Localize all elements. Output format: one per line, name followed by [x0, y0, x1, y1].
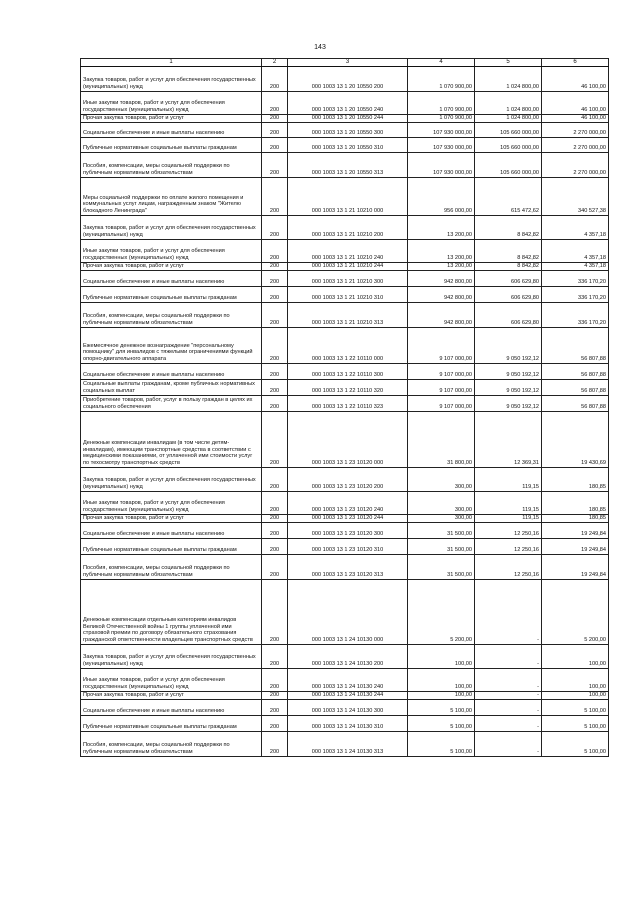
table-row	[81, 302, 609, 327]
row-unexecuted-amount-cell: 4 357,18	[542, 262, 609, 270]
row-code-cell: 200	[262, 177, 288, 215]
row-unexecuted-amount-cell: 5 100,00	[542, 699, 609, 715]
row-executed-amount-cell: 8 842,82	[475, 215, 542, 239]
row-unexecuted-amount-cell: 56 807,88	[542, 363, 609, 379]
row-budget-code-cell: 000 1003 13 1 23 10120 244	[288, 514, 408, 522]
row-code-cell: 200	[262, 239, 288, 262]
row-unexecuted-amount-cell: 336 170,20	[542, 270, 609, 286]
row-budget-code-cell: 000 1003 13 1 22 10110 323	[288, 395, 408, 411]
row-code-cell: 200	[262, 522, 288, 538]
row-unexecuted-amount-cell: 19 430,69	[542, 411, 609, 467]
row-name-cell: Пособия, компенсации, меры социальной поддержки по публичным нормативным обязательствам	[81, 554, 262, 579]
row-name-cell: Закупка товаров, работ и услуг для обеспечения государственных (муниципальных) нужд	[81, 644, 262, 668]
table-row	[81, 177, 609, 215]
table-row	[81, 491, 609, 514]
column-header: 3	[288, 59, 408, 67]
table-header-row	[81, 59, 609, 67]
table-row	[81, 522, 609, 538]
table-row	[81, 137, 609, 152]
row-name-cell: Социальное обеспечение и иные выплаты населению	[81, 699, 262, 715]
row-code-cell: 200	[262, 731, 288, 756]
row-unexecuted-amount-cell: 100,00	[542, 668, 609, 691]
row-unexecuted-amount-cell: 180,85	[542, 467, 609, 491]
row-executed-amount-cell: 9 050 192,12	[475, 379, 542, 395]
row-name-cell: Иные закупки товаров, работ и услуг для обеспечения государственных (муниципальных) нужд	[81, 668, 262, 691]
row-executed-amount-cell: 9 050 192,12	[475, 327, 542, 363]
row-name-cell: Приобретение товаров, работ, услуг в пользу граждан в целях их социального обеспечения	[81, 395, 262, 411]
table-row	[81, 514, 609, 522]
row-budget-code-cell: 000 1003 13 1 24 10130 300	[288, 699, 408, 715]
table-row	[81, 286, 609, 302]
row-unexecuted-amount-cell: 46 100,00	[542, 66, 609, 91]
column-header: 1	[81, 59, 262, 67]
row-executed-amount-cell: 615 472,62	[475, 177, 542, 215]
row-unexecuted-amount-cell: 5 100,00	[542, 731, 609, 756]
row-executed-amount-cell: 1 024 800,00	[475, 114, 542, 122]
row-budget-code-cell: 000 1003 13 1 24 10130 244	[288, 691, 408, 699]
table-row	[81, 152, 609, 177]
row-unexecuted-amount-cell: 2 270 000,00	[542, 137, 609, 152]
row-name-cell: Закупка товаров, работ и услуг для обеспечения государственных (муниципальных) нужд	[81, 215, 262, 239]
row-budget-code-cell: 000 1003 13 1 21 10210 240	[288, 239, 408, 262]
row-approved-amount-cell: 100,00	[408, 691, 475, 699]
row-executed-amount-cell: -	[475, 668, 542, 691]
row-unexecuted-amount-cell: 56 807,88	[542, 327, 609, 363]
row-executed-amount-cell: 9 050 192,12	[475, 363, 542, 379]
row-name-cell: Закупка товаров, работ и услуг для обеспечения государственных (муниципальных) нужд	[81, 467, 262, 491]
column-header: 4	[408, 59, 475, 67]
row-unexecuted-amount-cell: 19 249,84	[542, 538, 609, 554]
row-name-cell: Меры социальной поддержки по оплате жилого помещения и коммунальных услуг лицам, награжденным знаком "Жителю блокадного Ленинграда"	[81, 177, 262, 215]
table-row	[81, 262, 609, 270]
row-budget-code-cell: 000 1003 13 1 20 10550 244	[288, 114, 408, 122]
row-budget-code-cell: 000 1003 13 1 21 10210 300	[288, 270, 408, 286]
row-approved-amount-cell: 942 800,00	[408, 270, 475, 286]
table-row	[81, 411, 609, 467]
row-unexecuted-amount-cell: 100,00	[542, 691, 609, 699]
row-code-cell: 200	[262, 122, 288, 137]
page-number: 143	[314, 44, 326, 51]
row-budget-code-cell: 000 1003 13 1 21 10210 000	[288, 177, 408, 215]
row-approved-amount-cell: 1 070 900,00	[408, 91, 475, 114]
row-unexecuted-amount-cell: 4 357,18	[542, 239, 609, 262]
table-row	[81, 554, 609, 579]
row-approved-amount-cell: 100,00	[408, 644, 475, 668]
row-executed-amount-cell: 105 660 000,00	[475, 122, 542, 137]
row-name-cell: Денежные компенсации отдельным категориям инвалидов Великой Отечественной войны 1 группы уплаченной ими страховой премии по договору обязательного страхования гражданской ответственности владельцев транспортных средств	[81, 579, 262, 644]
row-approved-amount-cell: 942 800,00	[408, 286, 475, 302]
row-name-cell: Публичные нормативные социальные выплаты гражданам	[81, 538, 262, 554]
table-row	[81, 731, 609, 756]
row-unexecuted-amount-cell: 19 249,84	[542, 522, 609, 538]
row-budget-code-cell: 000 1003 13 1 24 10130 313	[288, 731, 408, 756]
row-code-cell: 200	[262, 715, 288, 731]
table-row	[81, 691, 609, 699]
row-budget-code-cell: 000 1003 13 1 24 10130 240	[288, 668, 408, 691]
row-executed-amount-cell: 1 024 800,00	[475, 66, 542, 91]
row-approved-amount-cell: 5 100,00	[408, 699, 475, 715]
row-code-cell: 200	[262, 554, 288, 579]
row-unexecuted-amount-cell: 336 170,20	[542, 286, 609, 302]
row-executed-amount-cell: -	[475, 715, 542, 731]
row-code-cell: 200	[262, 514, 288, 522]
row-unexecuted-amount-cell: 180,85	[542, 514, 609, 522]
row-unexecuted-amount-cell: 46 100,00	[542, 91, 609, 114]
column-header: 6	[542, 59, 609, 67]
row-name-cell: Социальное обеспечение и иные выплаты населению	[81, 522, 262, 538]
row-name-cell: Прочая закупка товаров, работ и услуг	[81, 262, 262, 270]
row-approved-amount-cell: 31 500,00	[408, 522, 475, 538]
row-approved-amount-cell: 31 500,00	[408, 538, 475, 554]
row-name-cell: Социальное обеспечение и иные выплаты населению	[81, 122, 262, 137]
row-approved-amount-cell: 31 500,00	[408, 554, 475, 579]
row-budget-code-cell: 000 1003 13 1 23 10120 300	[288, 522, 408, 538]
row-name-cell: Ежемесячное денежное вознаграждение "персональному помощнику" для инвалидов с тяжелыми ограничениями функций опорно-двигательного аппарата	[81, 327, 262, 363]
column-header: 5	[475, 59, 542, 67]
row-approved-amount-cell: 13 200,00	[408, 215, 475, 239]
row-approved-amount-cell: 5 200,00	[408, 579, 475, 644]
row-name-cell: Социальное обеспечение и иные выплаты населению	[81, 270, 262, 286]
table-row	[81, 66, 609, 91]
row-approved-amount-cell: 9 107 000,00	[408, 395, 475, 411]
column-header: 2	[262, 59, 288, 67]
row-approved-amount-cell: 300,00	[408, 467, 475, 491]
row-approved-amount-cell: 300,00	[408, 514, 475, 522]
row-approved-amount-cell: 107 930 000,00	[408, 137, 475, 152]
row-approved-amount-cell: 9 107 000,00	[408, 327, 475, 363]
row-name-cell: Публичные нормативные социальные выплаты гражданам	[81, 286, 262, 302]
row-budget-code-cell: 000 1003 13 1 20 10550 240	[288, 91, 408, 114]
row-executed-amount-cell: 9 050 192,12	[475, 395, 542, 411]
row-executed-amount-cell: 12 250,16	[475, 522, 542, 538]
table-row	[81, 579, 609, 644]
row-name-cell: Пособия, компенсации, меры социальной поддержки по публичным нормативным обязательствам	[81, 152, 262, 177]
row-code-cell: 200	[262, 699, 288, 715]
row-budget-code-cell: 000 1003 13 1 21 10210 313	[288, 302, 408, 327]
row-unexecuted-amount-cell: 46 100,00	[542, 114, 609, 122]
row-unexecuted-amount-cell: 336 170,20	[542, 302, 609, 327]
row-code-cell: 200	[262, 491, 288, 514]
row-name-cell: Иные закупки товаров, работ и услуг для обеспечения государственных (муниципальных) нужд	[81, 491, 262, 514]
row-code-cell: 200	[262, 538, 288, 554]
row-budget-code-cell: 000 1003 13 1 21 10210 244	[288, 262, 408, 270]
row-budget-code-cell: 000 1003 13 1 23 10120 310	[288, 538, 408, 554]
row-budget-code-cell: 000 1003 13 1 24 10130 200	[288, 644, 408, 668]
table-row	[81, 715, 609, 731]
row-approved-amount-cell: 31 800,00	[408, 411, 475, 467]
row-unexecuted-amount-cell: 56 807,88	[542, 395, 609, 411]
row-budget-code-cell: 000 1003 13 1 23 10120 200	[288, 467, 408, 491]
table-row	[81, 668, 609, 691]
row-code-cell: 200	[262, 363, 288, 379]
row-unexecuted-amount-cell: 100,00	[542, 644, 609, 668]
row-budget-code-cell: 000 1003 13 1 22 10110 320	[288, 379, 408, 395]
row-code-cell: 200	[262, 379, 288, 395]
row-name-cell: Публичные нормативные социальные выплаты гражданам	[81, 715, 262, 731]
row-approved-amount-cell: 107 930 000,00	[408, 122, 475, 137]
row-code-cell: 200	[262, 467, 288, 491]
row-name-cell: Публичные нормативные социальные выплаты гражданам	[81, 137, 262, 152]
row-name-cell: Социальное обеспечение и иные выплаты населению	[81, 363, 262, 379]
row-code-cell: 200	[262, 91, 288, 114]
row-approved-amount-cell: 107 930 000,00	[408, 152, 475, 177]
table-row	[81, 215, 609, 239]
row-approved-amount-cell: 300,00	[408, 491, 475, 514]
row-code-cell: 200	[262, 137, 288, 152]
table-row	[81, 91, 609, 114]
row-name-cell: Прочая закупка товаров, работ и услуг	[81, 691, 262, 699]
row-name-cell: Пособия, компенсации, меры социальной поддержки по публичным нормативным обязательствам	[81, 731, 262, 756]
row-name-cell: Закупка товаров, работ и услуг для обеспечения государственных (муниципальных) нужд	[81, 66, 262, 91]
row-code-cell: 200	[262, 668, 288, 691]
row-code-cell: 200	[262, 66, 288, 91]
row-code-cell: 200	[262, 411, 288, 467]
row-executed-amount-cell: 12 369,31	[475, 411, 542, 467]
row-unexecuted-amount-cell: 180,85	[542, 491, 609, 514]
row-executed-amount-cell: 606 629,80	[475, 286, 542, 302]
row-approved-amount-cell: 9 107 000,00	[408, 379, 475, 395]
row-code-cell: 200	[262, 114, 288, 122]
row-budget-code-cell: 000 1003 13 1 21 10210 310	[288, 286, 408, 302]
row-executed-amount-cell: -	[475, 731, 542, 756]
row-approved-amount-cell: 5 100,00	[408, 715, 475, 731]
row-approved-amount-cell: 942 800,00	[408, 302, 475, 327]
row-executed-amount-cell: 12 250,16	[475, 554, 542, 579]
row-name-cell: Прочая закупка товаров, работ и услуг	[81, 514, 262, 522]
row-budget-code-cell: 000 1003 13 1 23 10120 000	[288, 411, 408, 467]
row-unexecuted-amount-cell: 2 270 000,00	[542, 122, 609, 137]
row-executed-amount-cell: 119,15	[475, 514, 542, 522]
row-executed-amount-cell: 8 842,82	[475, 262, 542, 270]
table-row	[81, 467, 609, 491]
row-name-cell: Социальные выплаты гражданам, кроме публичных нормативных социальных выплат	[81, 379, 262, 395]
row-budget-code-cell: 000 1003 13 1 22 10110 300	[288, 363, 408, 379]
table-row	[81, 379, 609, 395]
row-approved-amount-cell: 1 070 900,00	[408, 114, 475, 122]
row-code-cell: 200	[262, 270, 288, 286]
row-unexecuted-amount-cell: 2 270 000,00	[542, 152, 609, 177]
row-code-cell: 200	[262, 395, 288, 411]
row-code-cell: 200	[262, 152, 288, 177]
row-approved-amount-cell: 5 100,00	[408, 731, 475, 756]
row-unexecuted-amount-cell: 4 357,18	[542, 215, 609, 239]
row-executed-amount-cell: 606 629,80	[475, 302, 542, 327]
table-row	[81, 538, 609, 554]
table-row	[81, 239, 609, 262]
row-approved-amount-cell: 13 200,00	[408, 262, 475, 270]
budget-table	[80, 58, 609, 757]
row-budget-code-cell: 000 1003 13 1 24 10130 310	[288, 715, 408, 731]
row-budget-code-cell: 000 1003 13 1 23 10120 240	[288, 491, 408, 514]
table-row	[81, 395, 609, 411]
row-code-cell: 200	[262, 262, 288, 270]
row-code-cell: 200	[262, 579, 288, 644]
row-executed-amount-cell: -	[475, 699, 542, 715]
row-approved-amount-cell: 956 000,00	[408, 177, 475, 215]
table-row	[81, 644, 609, 668]
table-row	[81, 363, 609, 379]
row-approved-amount-cell: 1 070 900,00	[408, 66, 475, 91]
table-row	[81, 699, 609, 715]
row-budget-code-cell: 000 1003 13 1 20 10550 310	[288, 137, 408, 152]
row-budget-code-cell: 000 1003 13 1 24 10130 000	[288, 579, 408, 644]
row-executed-amount-cell: -	[475, 691, 542, 699]
row-unexecuted-amount-cell: 56 807,88	[542, 379, 609, 395]
row-unexecuted-amount-cell: 19 249,84	[542, 554, 609, 579]
row-name-cell: Пособия, компенсации, меры социальной поддержки по публичным нормативным обязательствам	[81, 302, 262, 327]
row-code-cell: 200	[262, 302, 288, 327]
row-budget-code-cell: 000 1003 13 1 20 10550 300	[288, 122, 408, 137]
row-code-cell: 200	[262, 644, 288, 668]
row-budget-code-cell: 000 1003 13 1 21 10210 200	[288, 215, 408, 239]
row-unexecuted-amount-cell: 340 527,38	[542, 177, 609, 215]
table-row	[81, 270, 609, 286]
row-name-cell: Прочая закупка товаров, работ и услуг	[81, 114, 262, 122]
row-approved-amount-cell: 100,00	[408, 668, 475, 691]
row-executed-amount-cell: -	[475, 644, 542, 668]
row-budget-code-cell: 000 1003 13 1 20 10550 200	[288, 66, 408, 91]
row-name-cell: Иные закупки товаров, работ и услуг для обеспечения государственных (муниципальных) нужд	[81, 91, 262, 114]
row-name-cell: Денежные компенсации инвалидам (в том числе детям-инвалидам), имеющим транспортные средства в соответствии с медицинскими показаниями, от уплаченной ими стоимости услуг по техосмотру транспортных средств	[81, 411, 262, 467]
row-budget-code-cell: 000 1003 13 1 22 10110 000	[288, 327, 408, 363]
row-code-cell: 200	[262, 215, 288, 239]
row-name-cell: Иные закупки товаров, работ и услуг для обеспечения государственных (муниципальных) нужд	[81, 239, 262, 262]
row-unexecuted-amount-cell: 5 100,00	[542, 715, 609, 731]
table-row	[81, 114, 609, 122]
row-executed-amount-cell: 606 629,80	[475, 270, 542, 286]
row-approved-amount-cell: 9 107 000,00	[408, 363, 475, 379]
row-code-cell: 200	[262, 691, 288, 699]
row-executed-amount-cell: 105 660 000,00	[475, 137, 542, 152]
row-executed-amount-cell: 105 660 000,00	[475, 152, 542, 177]
row-executed-amount-cell: 1 024 800,00	[475, 91, 542, 114]
row-executed-amount-cell: 12 250,16	[475, 538, 542, 554]
row-executed-amount-cell: -	[475, 579, 542, 644]
row-executed-amount-cell: 8 842,82	[475, 239, 542, 262]
row-approved-amount-cell: 13 200,00	[408, 239, 475, 262]
row-budget-code-cell: 000 1003 13 1 23 10120 313	[288, 554, 408, 579]
row-budget-code-cell: 000 1003 13 1 20 10550 313	[288, 152, 408, 177]
row-executed-amount-cell: 119,15	[475, 491, 542, 514]
table-row	[81, 327, 609, 363]
row-executed-amount-cell: 119,15	[475, 467, 542, 491]
row-code-cell: 200	[262, 286, 288, 302]
table-row	[81, 122, 609, 137]
row-code-cell: 200	[262, 327, 288, 363]
row-unexecuted-amount-cell: 5 200,00	[542, 579, 609, 644]
